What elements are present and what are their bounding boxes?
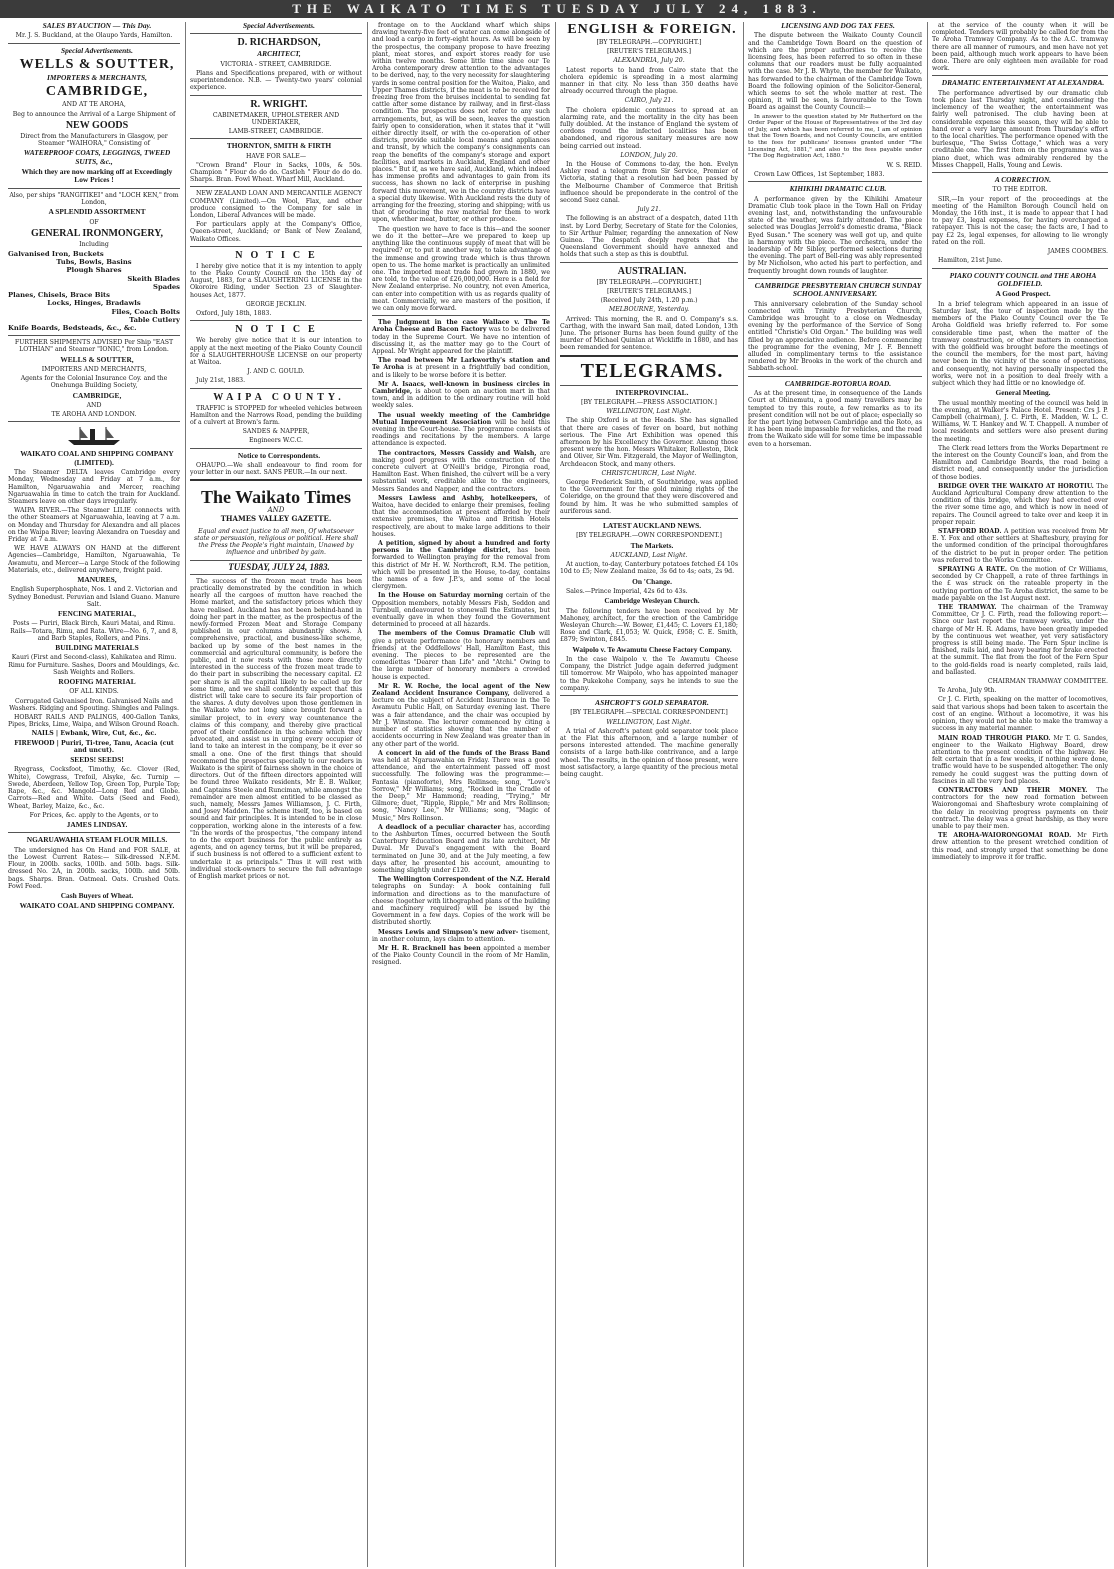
- alexandra-heading: DRAMATIC ENTERTAINMENT AT ALEXANDRA.: [941, 78, 1105, 88]
- paper-title: The Waikato Times: [200, 487, 352, 508]
- correction-heading: A CORRECTION.: [994, 175, 1052, 185]
- shipping-text: The Steamer DELTA leaves Cambridge every Monday, Wednesday and Friday at 7 a.m., for Hamilton, Ngaruawahia and Mercer, reaching Ngaruawahia in time to catch the train for Auckland. Steamers leave on other days irregularly.: [8, 469, 180, 505]
- new-goods: NEW GOODS: [65, 119, 129, 131]
- australian-reuter: [REUTER'S TELEGRAMS.]: [606, 287, 692, 295]
- column-6: [932, 22, 1108, 1567]
- rotorua-text: As at the present time, in consequence of the Lands Court at Ohinemutu, a good many travellers may be tempted to try this route, a few remarks as to its present condition will not be out of place; especially so for the part lying between Cambridge and the Roto, as it has been made impassable for vehicles, and the road from the Waikato side will for some time be impassable even to a horseman.: [748, 390, 922, 448]
- notice2-signature: J. AND C. GOULD.: [247, 368, 305, 376]
- prices-line: For Prices, &c. apply to the Agents, or to: [29, 811, 159, 819]
- markets-text: At auction, to-day, Canterbury potatoes fetched £4 10s 10d to £5; New Zealand maize, 3s 6d to 4s; oats, 2s 9d.: [560, 561, 738, 576]
- licensing-heading: LICENSING AND DOG TAX FEES.: [781, 22, 895, 30]
- leader-article: The success of the frozen meat trade has been practically demonstrated by the condition in which nearly all the cargoes of mutton have reached the Home market, and the satisfactory prices which they have realised. Auckland has not been behind-hand in doing her part in the matter, as the prospectus of the newly-formed Frozen Meat and Storage Company published in our columns abundantly shows. A comprehensive, practical, and business-like scheme, backed up by some of the best names in the commercial and agricultural community, is before the public, and it now rests with those more directly interested in the success of the frozen meat trade to do their part in subscribing the necessary capital. £2 per share is all the capital likely to be called up for some time, and we shall confidently expect that this district will take care to secure its fair proportion of the shares. A duty devolves upon those gentlemen in the Waikato who not long since brought forward a similar project, to in every way countenance the claims of this company, and thereby give practical proof of their confidence in the scheme which they advocated, and assist us in urging every occupier of land to take an interest in the company, be it ever so small a one. One of the first things that should recommend the prospectus specially to our readers in Waikato is the spirit of fairness shown in the choice of directors. Out of the fifteen directors appointed will be found three Waikato residents, Mr E. B. Walker, and Captains Steele and Runciman, while amongst the remainder are men almost entitled to be classed as such, namely, Messrs James Williamson, J. C. Firth, and Josey Madden. The scheme itself, too, is based on sound and fair principles. It is intended to be in close copperation, working alone in the interests of a few. "In the words of the prospectus, "the company intend to do the export business for the public entirely as agents, and on agency terms, but it will be prepared, if such business is not offered to a sufficient extent to undertake it as principals." Thus it will rest with individual stock-owners to secure the full advantage of English market prices or not.: [190, 577, 362, 881]
- news-item-heading: Mr H. R. Bracknell has been: [378, 944, 481, 952]
- main-road-heading: MAIN ROAD THROUGH PIAKO.: [938, 734, 1051, 742]
- telegrams-heading: TELEGRAMS.: [580, 359, 724, 382]
- australian-text: Arrived: This morning, the R. and O. Company's s.s. Carthag, with the inward San mail, dated London, 13th June. The prisoner Burns has been found guilty of the murder of Michael Quinlan at Wickliffe in 1880, and has been remanded for sentence.: [560, 315, 738, 352]
- building-heading: BUILDING MATERIALS: [55, 643, 139, 653]
- nz-loan-text: NEW ZEALAND LOAN AND MERCANTILE AGENCY COMPANY (Limited).—On Wool, Flax, and other produce consigned to the Company for sale in London, Liberal Advances will be made.: [190, 190, 362, 220]
- clerk-text: The Clerk read letters from the Works Department re the interest on the County Council's loan, and from the Hamilton and Cambridge Boards, the road being a district road, and consequently under the jurisdiction of those bodies.: [932, 444, 1108, 481]
- news-item-bracknell: Mr H. R. Bracknell has been appointed a member of the Piako County Council in the room of Mr Hamlin, resigned.: [372, 944, 550, 967]
- news-item-concert: A concert in aid of the funds of the Brass Band was held at Ngaruawahia on Friday. There was a good attendance, and the entertainment passed off most successfully. The following was the programme:—Fantasia (pianoforte), Mrs Rollinson; song, "Love's Sorrow," Mr Williams; song, "Rocked in the Cradle of the Deep," Mr Hammond; reading, "Trying," Mr Gilmore; duet, "Ripple, Ripple," Mr and Mrs Rollinson; song, "Nancy Lee," Mr Williams; song, "Magic of Music," Mrs Rollinson.: [372, 749, 550, 822]
- rate-text: On the motion of Cr Williams, seconded by Cr Chappell, a rate of three farthings in the £ was struck on the rateable property in the outlying portion of the Te Aroha district, the same to be made payable on the 1st August next.: [932, 566, 1108, 602]
- dateline: AUCKLAND, Last Night.: [610, 551, 688, 559]
- bridge-heading: BRIDGE OVER THE WAIKATO AT HOROTIU.: [938, 482, 1094, 490]
- also-line: Also, per ships "RANGITIKEI" and "LOCH KEN," from London,: [9, 191, 179, 207]
- agents-line: Agents for the Colonial Insurance Coy. and the Onehunga Building Society,: [20, 375, 168, 390]
- waipa-text: WAIPA RIVER.—The Steamer LILIE connects with the other Steamers at Ngaruawahia, leaving at 7 a.m. on Monday and Thursday for Alexandra and all places on the Waipa River; leaving Alexandra on Tuesday and Friday at 7 a.m.: [8, 507, 180, 543]
- dispatch-text: The cholera epidemic continues to spread at an alarming rate, and the mortality in the city has been fully doubled. At the instance of England the system of cordons round the infected localities has been abandoned, and rigorous sanitary measures are now being carried out instead.: [560, 106, 738, 150]
- seeds-heading: SEEDS! SEEDS!: [70, 755, 124, 765]
- hobart-text: HOBART RAILS AND PALINGS, 400-Gallon Tanks, Pipes, Bricks, Lime, Waipa, and Wilson Ground Roach.: [8, 714, 180, 729]
- presbyterian-text: This anniversary celebration of the Sunday school connected with Trinity Presbyterian Church, Cambridge was brought to a close on Wednesday evening by the performance of the Service of Song entitled "Christie's Old Organ." The building was well filled by an appreciative audience. Before commencing the programme for the evening, Mr J. F. Bennett alluded in complimentary terms to the assistance rendered by Mr Brooks in the work of the church and Sabbath-school.: [748, 300, 922, 373]
- licensing-quote: In answer to the question stated by Mr Rutherford on the Order Paper of the House of Representatives of the 3rd day of July, and which has been referred to me, I am of opinion that the Town Boards, and not County Councils, are entitled to the fees for publicans' licenses granted under "The Licensing Act, 1881," and also to the fees payable under "The Dog Registration Act, 1880.": [748, 113, 922, 160]
- news-item-heading: A petition, signed by about a hundred and forty persons in the Cambridge district,: [372, 540, 550, 555]
- australian-heading: AUSTRALIAN.: [617, 265, 687, 277]
- lindsay: JAMES LINDSAY.: [66, 819, 128, 829]
- col6-top-text: at the service of the county when it will be completed. Tenders will probably be called for from the Te Aroha Tramway Company. As to the A.C. tramway there are all manner of rumours, and men have not yet been paid, although much work appears to have been done. There are only eighteen men available for road work.: [932, 22, 1108, 73]
- news-item-isaacs: Mr A. Isaacs, well-known in business circles in Cambridge, is about to open an auction mart in that town, and in addition to the ordinary routine will hold weekly sales.: [372, 380, 550, 410]
- news-item-hotels: Messrs Lawless and Ashby, hotelkeepers, of Waitoa, have decided to enlarge their premises, feeling that the accommodation at present afforded by their extensive premises, the Waitoa and British Hotels respectively, are about to make large additions to their houses.: [372, 494, 550, 538]
- waipolo-text: In the case Waipolo v. the Te Awamutu Cheese Company, the District Judge again deferred judgment till tomorrow. Mr Waipolo, who has appointed manager to the Pukekohe Company, says he intends to sue the company.: [560, 656, 738, 692]
- ashcroft-text: A trial of Ashcroft's patent gold separator took place at the Flat this afternoon, and a large number of persons interested attended. The machine generally consists of a large bath-like contrivance, and a large wheel. The results, in the opinion of those present, were most satisfactory, a large quantity of the precious metal being caught.: [560, 727, 738, 779]
- main-road-text: Mr T. G. Sandes, engineer to the Waikato Highway Board, drew attention to the present condition of the highway. He felt certain that in a few weeks, if nothing were done, traffic would have to be suspended altogether. The only remedy he could suggest was the putting down of fascines in all the very bad places.: [932, 734, 1108, 785]
- news-item-heading: Mr R. W. Roche, the local agent of the New Zealand Accident Insurance Company,: [372, 682, 550, 698]
- goods-item: Files, Coach Bolts: [111, 307, 180, 316]
- assortment-of: OF: [89, 218, 99, 226]
- firm2-town: CAMBRIDGE,: [72, 390, 122, 400]
- dateline: CHRISTCHURCH, Last Night.: [601, 469, 697, 477]
- dateline: WELLINGTON, Last Night.: [606, 718, 692, 726]
- direct-text: Direct from the Manufacturers in Glasgow, per Steamer "WAIHORA," Consisting of: [20, 132, 168, 148]
- news-item-heading: Messrs Lawless and Ashby, hotelkeepers,: [378, 494, 538, 502]
- wright-name: R. WRIGHT.: [250, 98, 308, 110]
- dispatch-text: In the House of Commons to-day, the hon. Evelyn Ashley read a telegram from Sir Service, Premier of Victoria, stating that a resolution had been passed by the Melbourne Chamber of Commerce that British influence should be preponderate in the control of the second Suez canal.: [560, 161, 738, 205]
- thornton-text: "Crown Brand" Flour in Sacks, 100s, & 50s. Champion " Flour do do do. Castleh " Flour do do do. Sharps. Bran. Fowl Wheat. Wharf Mill, Auckland.: [190, 161, 362, 184]
- building-list: Kauri (First and Second-class), Kahikatea and Rimu. Rimu for Furniture. Sashes, Doors and Mouldings, &c. Sash Weights and Rollers.: [8, 654, 180, 676]
- architect-addr: VICTORIA - STREET, CAMBRIDGE.: [220, 60, 332, 68]
- dispatch-text: The following is an abstract of a despatch, dated 11th inst. by Lord Derby, Secretary of State for the Colonies, to Sir Arthur Palmer, regarding the annexation of New Guinea. The despatch deeply regrets that the Queensland Government should have annexed and holds that such a step as this is doubtful.: [560, 215, 738, 259]
- notice-heading: NOTICE: [235, 249, 323, 261]
- dateline: CAIRO, July 21.: [624, 97, 674, 105]
- dateline: July 21.: [637, 206, 661, 214]
- seeds-list: Ryegrass, Cocksfoot, Timothy, &c. Clover (Red, White), Cowgrass, Trefoil, Alsyke, &c. Turnip — Swede, Aberdeen, Yellow Top, Green Top, Purple Top; Rape, &c., &c. Mangold—Long Red and Globe. Carrots—Red and White. Oats (Seed and Feed), Wheat, Barley, Maize, &c., &c.: [8, 766, 180, 810]
- notice-signature: GEORGE JECKLIN.: [245, 300, 307, 308]
- news-item-lewis: Messrs Lewis and Simpson's new adver- tisement, in another column, lays claim to attention.: [372, 928, 550, 943]
- ashcroft-heading: ASHCROFT'S GOLD SEPARATOR.: [595, 698, 709, 708]
- goods-item: Tubs, Bowls, Basins: [56, 258, 132, 267]
- paper-motto: Equal and exact justice to all men, Of whatsoever state or persuasion, religious or political. Here shall the Press the People's right maintain, Unawed by influence and unbribed by gain.: [194, 527, 358, 557]
- fencing-list: Posts — Puriri, Black Birch, Kauri Matai, and Rimu. Rails—Totara, Rimu, and Rata. Wire—No. 6, 7, and 8, and Barb Staples, Rollers, and Pins.: [10, 620, 178, 642]
- news-item-heading: Mr A. Isaacs, well-known in business circles in Cambridge,: [372, 380, 550, 395]
- tramway-heading: THE TRAMWAY.: [938, 604, 997, 612]
- firm-town-sub: AND AT TE AROHA,: [62, 101, 126, 109]
- goods-item: Planes, Chisels, Brace Bits: [8, 291, 110, 300]
- roofing-list: Corrugated Galvanised Iron. Galvanised Nails and Washers. Ridging and Spouting. Shingles and Palings.: [9, 697, 179, 712]
- change-text: Sales.—Prince Imperial, 42s 6d to 43s.: [566, 588, 688, 595]
- column-4: [560, 22, 738, 1567]
- wesleyan-text: The following tenders have been received by Mr Mahoney, architect, for the erection of the Cambridge Wesleyan Church:—W. Bower, £1,445; C. Lovers £1,180; Rose and Clark, £1,053; W. Quick, £958; C. E. Smith, £879; Swinton, £845.: [560, 607, 738, 644]
- news-item-wellington: The Wellington Correspondent of the N.Z. Herald telegraphs on Sunday: A book containing full information and directions as to the manufacture of cheese (together with lithographed plans of the building and machinery required) will be issued by the Government in a few days. Copies of the work will be distributed shortly.: [372, 876, 550, 927]
- notice-date: Oxford, July 18th, 1883.: [196, 310, 272, 318]
- news-item-deadlock: A deadlock of a peculiar character has, according to the Ashburton Times, occurred between the South Canterbury Education Board and its late architect, Mr Duval. Mr Duval's engagement with the Board terminated on June 30, and at the July meeting, a few days after, he presented his account, amounting to something slightly under £120.: [372, 823, 550, 874]
- flour-mills: NGARUAWAHIA STEAM FLOUR MILLS.: [26, 835, 168, 845]
- firm-sub: IMPORTERS & MERCHANTS,: [46, 73, 147, 83]
- correction-text: SIR,—In your report of the proceedings at the meeting of the Hamilton Borough Council held on Monday, the 16th inst., it is made to appear that I had to pay £3, legal expenses, for having overcharged a ratepayer. This is not the case; the facts are, I had to pay £2 2s, legal expenses, for allowing to lie wrongly rated on the roll.: [932, 195, 1108, 246]
- correction-date: Hamilton, 21st June.: [938, 257, 1003, 265]
- dateline: WELLINGTON, Last Night.: [606, 408, 692, 416]
- masthead: THE WAIKATO TIMES TUESDAY JULY 24, 1883.: [0, 0, 1114, 18]
- australian-sub: [BY TELEGRAPH.—COPYRIGHT.]: [596, 278, 702, 286]
- wright-addr: LAMB-STREET, CAMBRIDGE.: [228, 128, 324, 136]
- stafford-heading: STAFFORD ROAD.: [938, 528, 1002, 536]
- goods-item: Table Cutlery: [129, 315, 180, 324]
- news-item-heading: The Wellington Correspondent of the N.Z. Herald: [378, 876, 550, 884]
- correspondents-heading: Notice to Correspondents.: [237, 450, 321, 460]
- dateline: ALEXANDRIA, July 20.: [613, 57, 685, 65]
- interprovincial-heading: INTERPROVINCIAL.: [615, 387, 689, 397]
- news-item-heading: A concert in aid of the funds of the Brass Band: [378, 749, 550, 757]
- waipa-county-heading: WAIPA COUNTY.: [213, 391, 345, 403]
- roofing-sub: OF ALL KINDS.: [69, 688, 119, 696]
- correction-signature: JAMES COOMBES.: [1047, 248, 1108, 256]
- further-shipments: FURTHER SHIPMENTS ADVISED Per Ship "EAST LOTHIAN" and Steamer "IONIC," from London.: [14, 339, 174, 354]
- contractors-text: The contractors for the new road formation between Waiorongomai and Shaftesbury wrote complaining of the delay in receiving progress payments on their contract. The delay was a great hardship, as they were unable to pay their men.: [932, 786, 1108, 830]
- news-item-heading: The members of the Comus Dramatic Club: [378, 630, 536, 638]
- arrival-intro: Beg to announce the Arrival of a Large Shipment of: [12, 110, 176, 118]
- tramway-more: Cr J. C. Firth, speaking on the matter of locomotives, said that various shops had been taken to ascertain the cost of an engine. Without a locomotive, it was his opinion, they would not be able to make the tramway a success in any material manner.: [932, 696, 1108, 733]
- special-ads-heading: Special Advertisements.: [61, 45, 133, 55]
- piako-text: In a brief telegram which appeared in an issue of Saturday last, the tour of inspection made by the members of the Piako County Council over the Te Aroha Goldfield was briefly referred to. For some considerable time past, when the matter of the tramway construction, or other matters in connection with the goldfield was brought before the meetings of the council the members, for the most part, having never been in the vicinity of the scene of operations, and consequently, not having personally inspected the works, were not in a position to deal freely with a subject which they had little or no knowledge of.: [932, 300, 1108, 387]
- nz-loan-text-2: For particulars apply at the Company's Office, Queen-street, Auckland; or Bank of New Zealand, Waikato Offices.: [190, 221, 362, 243]
- kihikihi-heading: KIHIKIHI DRAMATIC CLUB.: [789, 184, 887, 194]
- steamer-icon: [64, 425, 124, 447]
- piako-sub: A Good Prospect.: [995, 289, 1051, 299]
- news-item-heading: Messrs Lewis and Simpson's new adver-: [378, 928, 519, 936]
- news-item-roche: Mr R. W. Roche, the local agent of the New Zealand Accident Insurance Company, delivered a lecture on the subject of Accident Insurance in the Te Awamutu Public Hall, on Saturday evening last. There was a fair attendance, and the chair was occupied by Mr J. Winstone. The lecturer commenced by citing a number of statistics showing that the number of accidents occurring in New Zealand was greater than in any other part of the world.: [372, 682, 550, 748]
- licensing-signature: W. S. REID.: [886, 161, 922, 169]
- goods-item: Knife Boards, Bedsteads, &c., &c.: [8, 323, 137, 332]
- wesleyan-heading: Cambridge Wesleyan Church.: [604, 596, 700, 606]
- interprovincial-sub: [BY TELEGRAPH.—PRESS ASSOCIATION.]: [581, 398, 717, 406]
- firm2-name: WELLS & SOUTTER,: [60, 354, 134, 364]
- goods-item: Skeith Blades: [127, 274, 180, 283]
- news-item-contractors: The contractors, Messrs Cassidy and Walsh, are making good progress with the construction of the concrete culvert at O'Neill's bridge, Pirongia road, Hamilton East. When finished, the culvert will be a very substantial work, creditable alike to the engineers, Messrs Sandes and Napper, and the contractors.: [372, 449, 550, 493]
- aroha-road-heading: TE AROHA-WAIORONGOMAI ROAD.: [938, 832, 1072, 840]
- leader-continued-2: The question we have to face is this—and the sooner we do it the better—Are we prepared to keep up anything like the continuous supply of meat that will be required? or, to put it another way, to take advantage of the immense and growing trade which is thus thrown open to us. The home market is practically an unlimited one. The imported meat trade had grown in 1880, we are told, to the value of £26,000,000. Here is a field for New Zealand enterprise. No country, not even America, can enter into competition with us as regards quality of meat. Commercially, we are masters of the position, if we can only move forward.: [372, 225, 550, 312]
- special-ads-heading-2: Special Advertisements.: [243, 22, 315, 30]
- firm-town: CAMBRIDGE,: [45, 84, 149, 100]
- firm2-sub: IMPORTERS AND MERCHANTS,: [41, 365, 147, 373]
- architect-name: D. RICHARDSON,: [237, 37, 321, 49]
- news-item-heading: A deadlock of a peculiar character: [378, 823, 501, 831]
- goods-list: [8, 250, 180, 332]
- dispatch-text: Latest reports to hand from Cairo state that the cholera epidemic is spreading in a most alarming manner in that city. No less than 350 deaths have already occurred through the plague.: [560, 66, 738, 96]
- christchurch-text: George Frederick Smith, of Southbridge, was applied to the Government for the gold mining rights of the Coleridge, on the ground that they were discovered and found by him. It was he who submitted samples of auriferous sand.: [560, 478, 738, 515]
- news-item-judgment: The Judgment in the case Wallace v. The Te Aroha Cheese and Bacon Factory was to be delivered today in the Supreme Court. We have no intention of discussing it, as the matter may go to the Court of Appeal. Mr Wright appeared for the plaintiff.: [372, 319, 550, 355]
- goods-item: Galvanised Iron, Buckets: [8, 250, 104, 259]
- auckland-news-sub: [BY TELEGRAPH.—OWN CORRESPONDENT.]: [576, 532, 722, 540]
- licensing-text: The dispute between the Waikato County Council and the Cambridge Town Board on the question of which are the proper authorities to receive the licensing fees, has been referred to so often in these columns that our readers must be fully acquainted with the case. Mr J. B. Whyte, the member for Waikato, has forwarded to the chairman of the Cambridge Town Board the following opinion of the Solicitor-General, which seems to set the whole matter at rest. The opinion, it will be seen, is favourable to the Town Board as against the County Council:—: [748, 32, 922, 112]
- news-item-heading: In the House on Saturday morning: [378, 592, 504, 600]
- leader-continued: frontage on to the Auckland wharf which ships drawing twenty-five feet of water can come alongside of and load a cargo in forty-eight hours. As will be seen by the prospectus, the company propose to have freezing plant, meat stores, and export stores ready for use within twelve months. Some little time since our Te Aroha contemporary drew attention to the advantages to be derived, nay, to the very necessity for slaughtering yards in some central position for the Waitoa, Piako, and Upper Thames districts, if the meat is to be received for freezing free from the bruises incidental to sending fat cattle after some distance by railway, and in first-class condition. The prospectus does not refer to any such arrangements, but, as will be seen, leaves the question fairly open to consideration, when it states that it "will either directly itself, or with the co-operation of other districts, provide suitable local means and appliances and transit, by which the company's consignments can reap the benefits of the company's storage and export facilities, and markets in Auckland, England and other places." But if, as we have said, Auckland, which indeed has immense profits and advantages to gain from its success, has shown no lack of enterprise in pushing forward this movement, we in the country districts have a special duty likewise. With Auckland rests the duty of arranging for the freezing, storing and shipping; with us that of producing the raw material for them to work upon, whether meat, butter, or other produce.: [372, 22, 550, 224]
- column-2: [190, 22, 362, 1567]
- roofing-heading: ROOFING MATERIAL: [58, 677, 136, 687]
- reuter-line: [REUTER'S TELEGRAMS.]: [606, 48, 692, 56]
- tramway-signature: CHAIRMAN TRAMWAY COMMITTEE.: [987, 678, 1108, 686]
- waterproof-line: WATERPROOF COATS, LEGGINGS, TWEED SUITS, &c.,: [23, 148, 171, 166]
- auckland-news-heading: LATEST AUCKLAND NEWS.: [602, 520, 702, 530]
- issue-date: TUESDAY, JULY 24, 1883.: [228, 561, 330, 572]
- tramway-text: The chairman of the Tramway Committee, Cr J. C. Firth, read the following report:—Since our last report the tramway works, under the charge of Mr H. R. Adams, have been greatly impeded by the continuous wet weather, yet very satisfactory progress is still being made. The Fern Spur incline is finished, rails laid, and heavy bearing for brake erected at the summit. The flat from the foot of the Fern Spur to the gold-fields road is nearly completed, rails laid, and ballasted.: [932, 604, 1108, 676]
- news-item-comus: The members of the Comus Dramatic Club will give a private performance (to honorary members and friends) at the Oddfellows' Hall, Hamilton East, this evening. The pieces to be represented are the comediettas "Dearer than Life" and "Atchi." Owing to the large number of honorary members a crowded house is expected.: [372, 630, 550, 681]
- stafford-text: A petition was received from Mr E. Y. Fox and other settlers at Shaftesbury, praying for the unformed condition of the principal thoroughfares of the district to be put in proper order. The petition was referred to the Works Committee.: [932, 528, 1108, 564]
- dateline: MELBOURNE, Yesterday.: [608, 306, 690, 314]
- firm2-and: AND: [86, 401, 102, 409]
- bridge-text: The Auckland Agricultural Company drew attention to the condition of this bridge, which they had erected over the river some time ago, and which is now in need of repairs. The Council agreed to take over and keep it in proper repair.: [932, 482, 1108, 526]
- column-3: [372, 22, 550, 1567]
- flour-mills-text: The undersigned has On Hand and FOR SALE, at the Lowest Current Rates:— Silk-dressed N.F.M. Flour, in 200lb. sacks, 100lb. and 50lb. bags. Silk-dressed No. 2A, in 200lb. sacks, 100lb. and 50lb. bags. Sharps. Bran. Oatmeal. Oats. Crushed Oats. Fowl Feed.: [8, 846, 180, 890]
- architect-text: Plans and Specifications prepared, with or without superintendence. N.B. — Twenty-two years' colonial experience.: [190, 70, 362, 92]
- ironmongery: GENERAL IRONMONGERY,: [30, 227, 164, 239]
- general-meeting-heading: General Meeting.: [995, 388, 1051, 398]
- firewood-line: FIREWOOD | Puriri, Ti-tree, Tanu, Acacia (cut and uncut).: [14, 739, 174, 754]
- news-item-heading: The contractors, Messrs Cassidy and Walsh,: [378, 449, 537, 457]
- architect-sub: ARCHITECT,: [257, 49, 301, 59]
- waipa-county-text: TRAFFIC is STOPPED for wheeled vehicles between Hamilton and the Narrows Road, pending the building of a culvert at Brown's farm.: [190, 404, 362, 426]
- australian-received: (Received July 24th, 1.20 p.m.): [600, 297, 698, 305]
- piako-heading: PIAKO COUNTY COUNCIL and THE AROHA GOLDFIELD.: [949, 270, 1097, 288]
- auction-sub: Mr. J. S. Buckland, at the Olaupo Yards, Hamilton.: [15, 32, 173, 40]
- paper-subtitle: THAMES VALLEY GAZETTE.: [220, 513, 332, 523]
- news-item-heading: The road between Mr Larkworthy's station and Te Aroha: [372, 357, 550, 372]
- notice2-heading: NOTICE: [235, 324, 323, 336]
- goods-item: Plough Shares: [66, 266, 122, 275]
- news-item-petition: A petition, signed by about a hundred and forty persons in the Cambridge district, has been forwarded to Wellington praying for the removal from this district of Mr H. W. Northcroft, R.M. The petition, which will be presented in the House, to-day, contains the names of a few J.P.'s, and some of the local clergymen.: [372, 540, 550, 591]
- change-heading: On 'Change.: [632, 576, 672, 586]
- auction-heading: SALES BY AUCTION — This Day.: [42, 22, 152, 30]
- contractors-heading: CONTRACTORS AND THEIR MONEY.: [938, 786, 1088, 794]
- thornton-sub: HAVE FOR SALE—: [245, 152, 307, 160]
- fencing-heading: FENCING MATERIAL,: [58, 609, 136, 619]
- notice-text: I hereby give notice that it is my intention to apply to the Piako County Council on the 15th day of August, 1883, for a SLAUGHTERING LICENSE in the Okoroire Riding, under Section 23 of Slaughter-houses Act, 1877.: [190, 262, 362, 299]
- wright-sub: CABINETMAKER, UPHOLSTERER AND UNDERTAKER,: [212, 111, 340, 126]
- markets-heading: The Markets.: [630, 540, 674, 550]
- columns: [8, 22, 1108, 1567]
- marking-line: Which they are now marking off at Exceedingly Low Prices !: [21, 167, 173, 185]
- wellington-text: The ship Oxford is at the Heads. She has signalled that there are cases of fever on board, but nothing serious. The Fine Art Exhibition was opened this afternoon by his Excellency the Governor. Among those present were the hon. Messrs Whitaker, Rolleston, Dick and Oliver, Sir Wm. Fitzgerald, the Mayor of Wellington, Archdeacon Stock, and many others.: [560, 417, 738, 468]
- presbyterian-heading: CAMBRIDGE PRESBYTERIAN CHURCH SUNDAY SCHOOL ANNIVERSARY.: [754, 280, 922, 299]
- waipolo-heading: Waipolo v. Te Awamutu Cheese Factory Company.: [572, 644, 732, 654]
- correspondents-text: OHAUPO.—We shall endeavour to find room for your letter in our next. SANS PEUR.—In our next.: [190, 461, 362, 477]
- news-item-road: The road between Mr Larkworthy's station and Te Aroha is at present in a frightfully bad condition, and is likely to be worse before it is better.: [372, 357, 550, 379]
- news-item-heading: The Judgment in the case Wallace v. The Te Aroha Cheese and Bacon Factory: [372, 319, 550, 334]
- firm2-town3: TE AROHA AND LONDON.: [51, 411, 137, 419]
- agencies-text: WE HAVE ALWAYS ON HAND at the different Agencies—Cambridge, Hamilton, Ngaruawahia, Te Awamutu, and Mercer—a Large Stock of the following Materials, etc., delivered anywhere, freight paid.: [8, 545, 180, 574]
- aroha-road-text: Mr Firth drew attention to the present wretched condition of this road, and strongly urged that something be done immediately to improve it for traffic.: [932, 832, 1108, 861]
- column-5: [748, 22, 922, 1567]
- cash-buyers: Cash Buyers of Wheat.: [60, 890, 134, 900]
- firm-name: WELLS & SOUTTER,: [19, 57, 175, 73]
- goods-item: Locks, Hinges, Bradawls: [47, 299, 141, 308]
- tramway-date: Te Aroha, July 9th.: [938, 687, 997, 695]
- thornton-name: THORNTON, SMITH & FIRTH: [226, 141, 332, 151]
- coal-footer: WAIKATO COAL AND SHIPPING COMPANY.: [19, 901, 175, 911]
- foreign-sub: [BY TELEGRAPH.—COPYRIGHT.]: [596, 39, 702, 46]
- nails-line: NAILS | Ewbank, Wire, Cut, &c., &c.: [31, 730, 157, 738]
- assortment: A SPLENDID ASSORTMENT: [48, 207, 146, 217]
- paper-title-and: AND: [267, 506, 285, 515]
- kihikihi-text: A performance given by the Kihikihi Amateur Dramatic Club took place in the Town Hall on Friday evening last, and, notwithstanding the unfavourable state of the weather, was fairly attended. The piece selected was Douglas Jerrold's domestic drama, "Black Eyed Susan." The scenery was well got up, and quite in harmony with the piece. The orchestra, under the leadership of Mr Sibley, performed selections during the evening. The part of Bell-ring was ably represented by Mr Nicholson, who acted his part to perfection, and frequently brought down rounds of laughter.: [748, 195, 922, 275]
- licensing-office: Crown Law Offices, 1st September, 1883.: [754, 171, 885, 178]
- notice2-date: July 21st, 1883.: [196, 377, 246, 385]
- rate-heading: SPRAYING A RATE.: [938, 566, 1008, 574]
- notice2-text: We hereby give notice that it is our intention to apply at the next meeting of the Piako County Council for a SLAUGHTERHOUSE LICENSE on our property at Waitoa.: [190, 337, 362, 366]
- shipping-co: WAIKATO COAL AND SHIPPING COMPANY (LIMITED).: [20, 449, 174, 467]
- dateline: LONDON, July 20.: [620, 151, 678, 159]
- manures-list: English Superphosphate, Nos. 1 and 2. Victorian and Sydney Bonedust. Peruvian and Island Guano. Manure Salt.: [8, 586, 180, 608]
- ashcroft-sub: [BY TELEGRAPH.—SPECIAL CORRESPONDENT.]: [570, 709, 728, 717]
- sandes-signature: SANDES & NAPPER,: [242, 428, 310, 436]
- column-1: [8, 22, 180, 1567]
- manures-heading: MANURES,: [77, 575, 117, 584]
- general-meeting-text: The usual monthly meeting of the council was held in the evening, at Walker's Palace Hotel. Present: Crs J. P. Campbell (chairman), J. C. Firth, E. Madden, W. L. C. Williams, W. T. Hankey and W. T. Chappell. A number of local residents and settlers were also present during the meeting.: [932, 399, 1108, 443]
- rotorua-heading: CAMBRIDGE-ROTORUA ROAD.: [784, 378, 892, 388]
- including: Including: [79, 240, 109, 248]
- correction-to: TO THE EDITOR.: [992, 186, 1048, 194]
- alexandra-text: The performance advertised by our dramatic club took place last Thursday night, and considering the inclemency of the weather, the entertainment was fairly well patronised. The club having been at considerable expense this season, they will be able to hand over a very large amount from Thursday's effort to the local charities. The performance opened with the burlesque, "The Swiss Cottage," which was a very creditable one. The first item on the programme was a piano duet, which was admirably rendered by the Misses Chappell, Halls, Young and Lewis.: [932, 89, 1108, 169]
- paper-title-block: [190, 487, 362, 521]
- news-item-house: In the House on Saturday morning certain of the Opposition members, notably Messrs Fish, Seddon and Turnbull, endeavoured to stonewall the Estimates, but eventually gave in when they found the Government determined to proceed at all hazards.: [372, 592, 550, 629]
- goods-item: Spades: [153, 282, 180, 291]
- sandes-sub: Engineers W.C.C.: [248, 437, 304, 445]
- foreign-heading: ENGLISH & FOREIGN.: [567, 22, 737, 37]
- news-item-heading: The usual weekly meeting of the Cambridge Mutual Improvement Association: [372, 411, 550, 426]
- news-item-improvement: The usual weekly meeting of the Cambridge Mutual Improvement Association will be held this evening in the Court-house. The programme consists of readings and recitations by the members. A large attendance is expected.: [372, 411, 550, 448]
